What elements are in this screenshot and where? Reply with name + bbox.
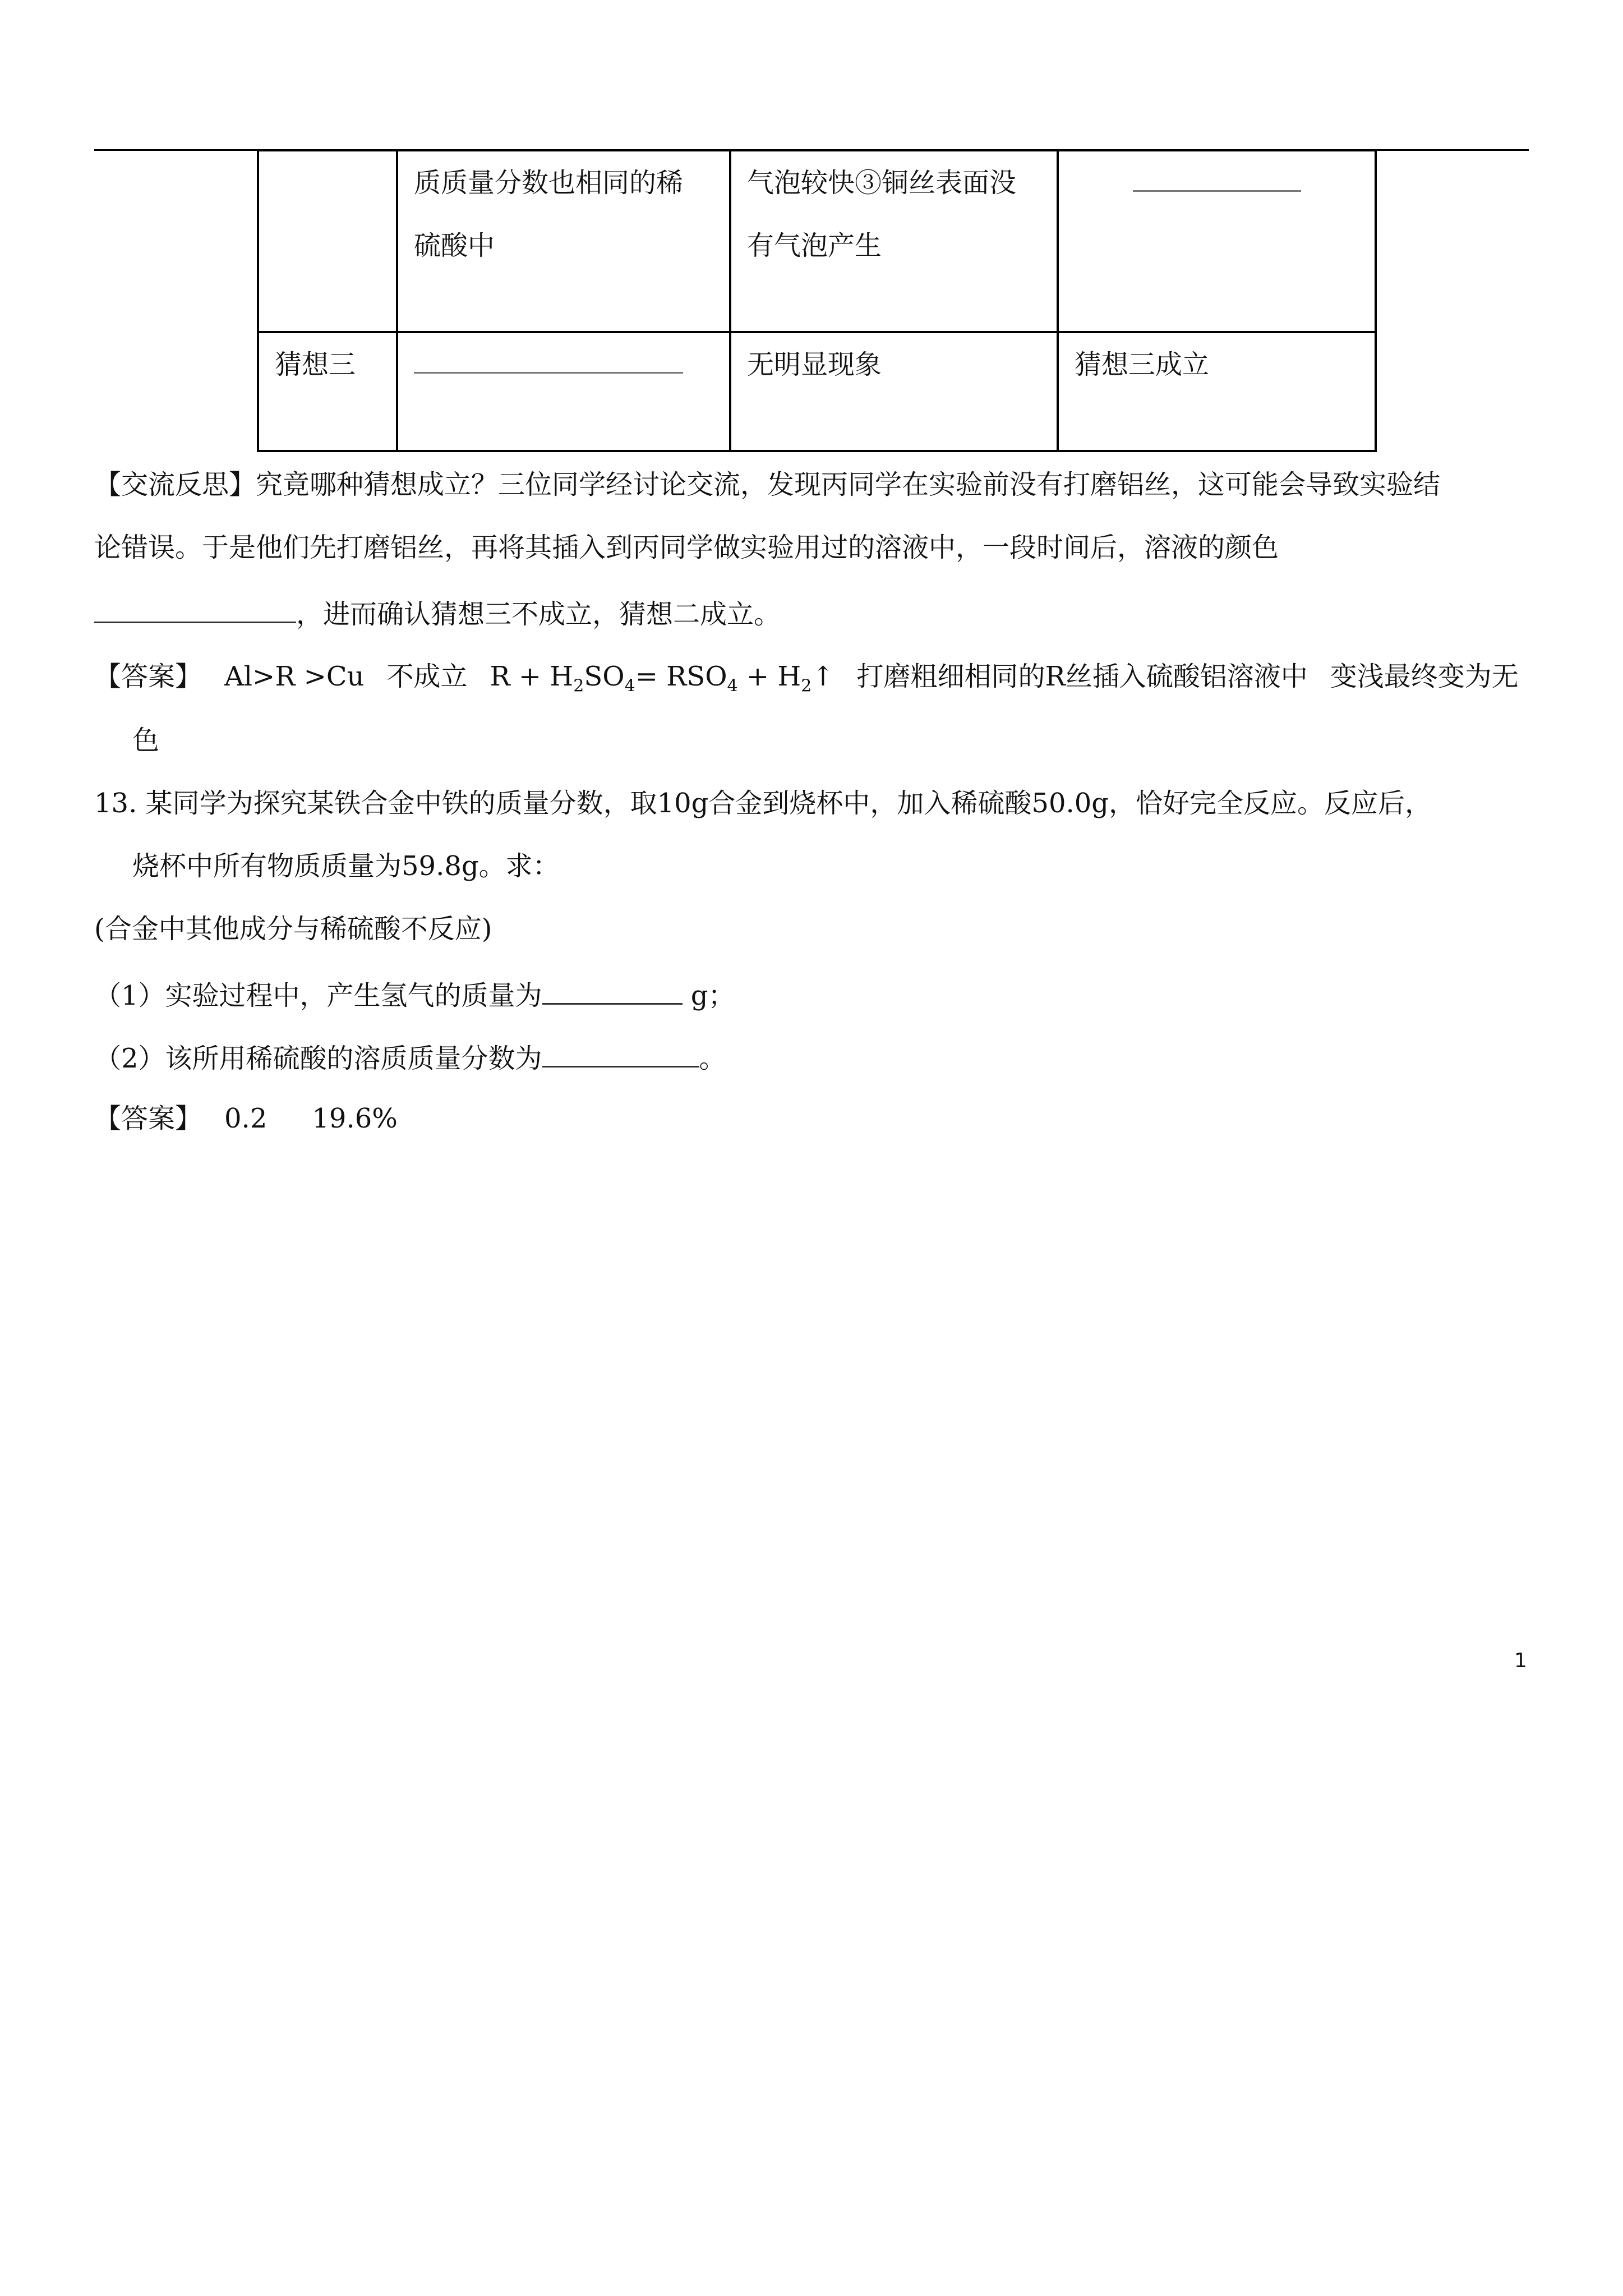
table-cell: 猜想三 bbox=[258, 332, 397, 451]
answer-blank bbox=[94, 593, 296, 623]
question-text: （1）实验过程中，产生氢气的质量为 bbox=[94, 980, 542, 1011]
answer-blank bbox=[1133, 157, 1301, 192]
question-13-note: (合金中其他成分与稀硫酸不反应) bbox=[94, 913, 492, 945]
question-text: （2）该所用稀硫酸的溶质质量分数为 bbox=[94, 1043, 542, 1074]
page-number: 1 bbox=[1514, 1649, 1527, 1672]
table-cell bbox=[258, 150, 397, 332]
reflection-text: ，进而确认猜想三不成立，猜想二成立。 bbox=[296, 599, 781, 630]
cell-text: 有气泡产生 bbox=[747, 230, 882, 261]
table-cell bbox=[397, 332, 730, 451]
answer-line bbox=[94, 660, 1519, 703]
reflection-line: 【交流反思】究竟哪种猜想成立？三位同学经讨论交流，发现丙同学在实验前没有打磨铝丝，这可能会导致实验结 bbox=[94, 469, 1441, 500]
table-row bbox=[258, 332, 1376, 451]
answer-line bbox=[94, 1102, 398, 1135]
cell-text: 气泡较快③铜丝表面没 bbox=[747, 167, 1017, 199]
reflection-line bbox=[94, 593, 781, 631]
table-cell bbox=[1058, 150, 1376, 332]
question-text: 。 bbox=[699, 1043, 726, 1074]
question-13-line: 烧杯中所有物质质量为59.8g。求： bbox=[132, 850, 560, 882]
answer-line: 色 bbox=[132, 725, 160, 756]
answer-blank bbox=[542, 975, 683, 1005]
answer-label: 【答案】 bbox=[94, 661, 202, 692]
cell-text: 硫酸中 bbox=[414, 230, 495, 261]
answer-value: 0.2 bbox=[224, 1103, 268, 1134]
answer-value: Al>R >Cu bbox=[224, 661, 365, 692]
question-13-line: 13. 某同学为探究某铁合金中铁的质量分数，取10g合金到烧杯中，加入稀硫酸50.0g，恰好完全反应。反应后， bbox=[94, 788, 1432, 819]
cell-text: 质质量分数也相同的稀 bbox=[414, 167, 684, 199]
answer-value: 打磨粗细相同的R丝插入硫酸铝溶液中 bbox=[856, 661, 1308, 692]
table-cell bbox=[397, 150, 730, 332]
answer-value: 19.6% bbox=[312, 1103, 398, 1134]
table-cell: 无明显现象 bbox=[730, 332, 1058, 451]
table-row bbox=[258, 150, 1376, 332]
answer-value: 不成立 bbox=[386, 661, 468, 692]
question-text: g； bbox=[682, 980, 735, 1011]
answer-blank bbox=[414, 341, 683, 374]
table-cell bbox=[730, 150, 1058, 332]
experiment-table bbox=[257, 149, 1377, 452]
table-cell: 猜想三成立 bbox=[1058, 332, 1376, 451]
reflection-line: 论错误。于是他们先打磨铝丝，再将其插入到丙同学做实验用过的溶液中，一段时间后，溶液的颜色 bbox=[94, 532, 1279, 563]
answer-blank bbox=[542, 1038, 699, 1068]
question-13-sub1 bbox=[94, 975, 735, 1013]
answer-value: 变浅最终变为无 bbox=[1330, 661, 1519, 692]
question-13-sub2 bbox=[94, 1038, 726, 1075]
answer-label: 【答案】 bbox=[94, 1103, 202, 1134]
chemical-equation: $R + H_2SO_4= RSO_4$ + $H_2↑$ bbox=[490, 661, 834, 696]
